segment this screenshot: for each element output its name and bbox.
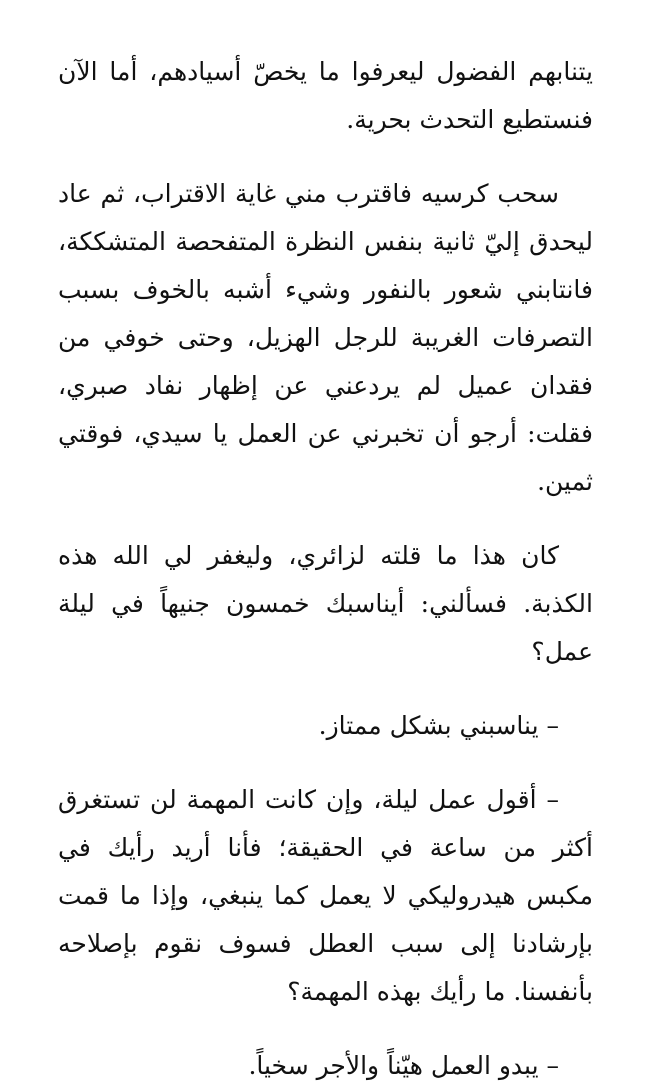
paragraph-4: – يناسبني بشكل ممتاز. [318,711,559,740]
paragraph-1: يتنابهم الفضول ليعرفوا ما يخصّ أسيادهم، أما الآن فنستطيع التحدث بحرية. [58,57,593,134]
paragraph-6: – يبدو العمل هيّناً والأجر سخياً. [248,1051,559,1080]
paragraph-3: كان هذا ما قلته لزائري، وليغفر لي الله هذه الكذبة. فسألني: أيناسبك خمسون جنيهاً في ليلة عمل؟ [58,541,593,666]
paragraph-5: – أقول عمل ليلة، وإن كانت المهمة لن تستغرق أكثر من ساعة في الحقيقة؛ فأنا أريد رأيك في مكبس هيدروليكي لا يعمل كما ينبغي، وإذا ما قمت بإرشادنا إلى سبب العطل فسوف نقوم بإصلاحه بأنفسنا. ما رأيك بهذه المهمة؟ [58,785,593,1006]
paragraph-2: سحب كرسيه فاقترب مني غاية الاقتراب، ثم عاد ليحدق إليّ ثانية بنفس النظرة المتفحصة المتشككة، فانتابني شعور بالنفور وشيء أشبه بالخوف بسبب التصرفات الغريبة للرجل الهزيل، وحتى خوفي من فقدان عميل لم يردعني عن إظهار نفاد صبري، فقلت: أرجو أن تخبرني عن العمل يا سيدي، فوقتي ثمين. [58,179,593,496]
